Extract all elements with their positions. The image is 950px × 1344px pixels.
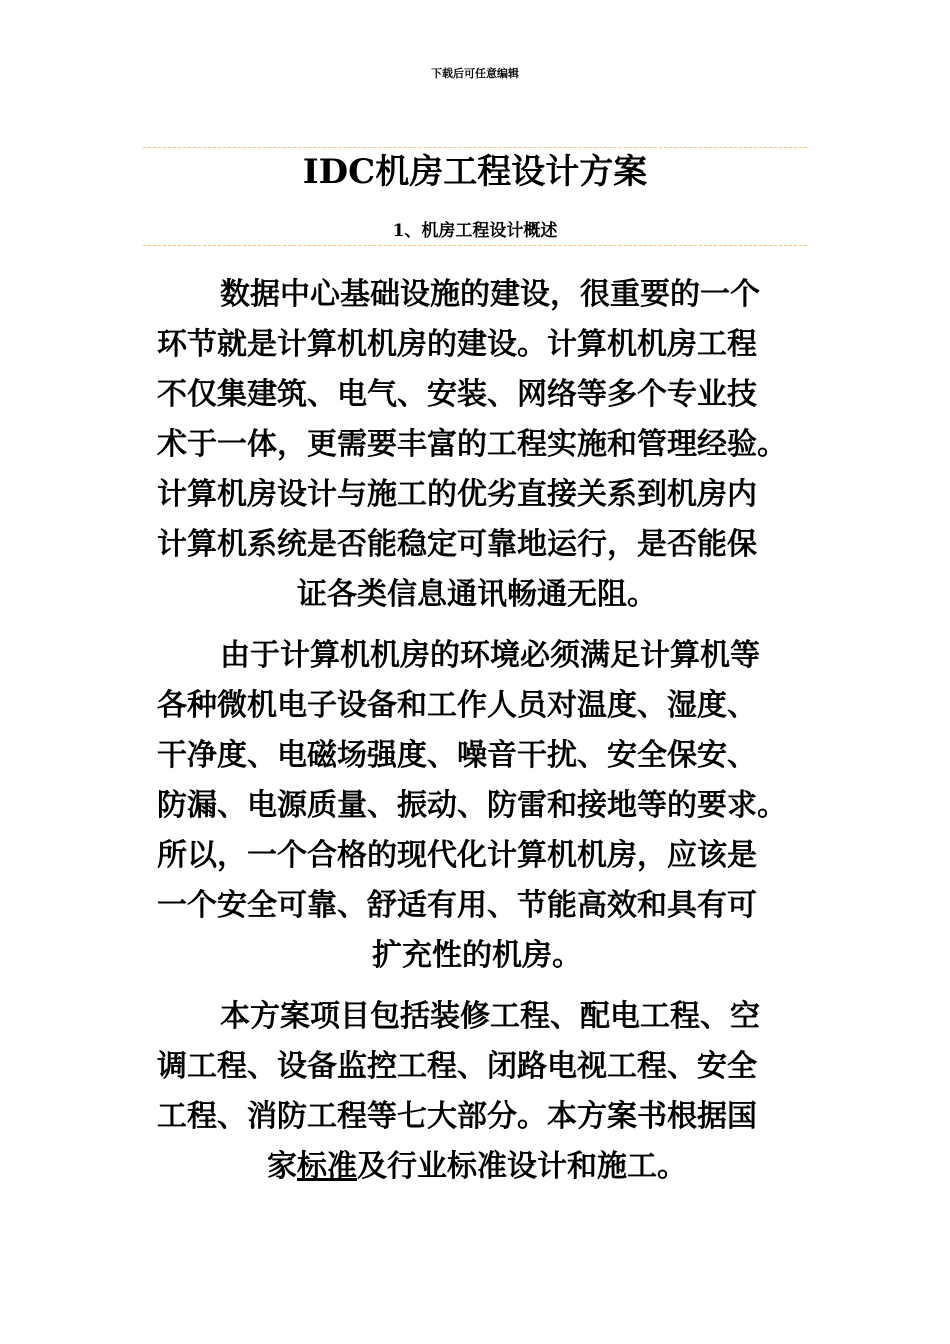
header-note: 下载后可任意编辑 (431, 67, 519, 80)
paragraph-line: 术于一体，更需要丰富的工程实施和管理经验。 (157, 427, 787, 462)
paragraph-line: 不仅集建筑、电气、安装、网络等多个专业技 (157, 377, 757, 412)
document-title: IDC机房工程设计方案 (302, 152, 648, 192)
paragraph-line: 防漏、电源质量、振动、防雷和接地等的要求。 (157, 788, 787, 823)
paragraph-line: 扩充性的机房。 (372, 938, 582, 973)
paragraph-line: 一个安全可靠、舒适有用、节能高效和具有可 (157, 888, 757, 923)
paragraph-line: 数据中心基础设施的建设，很重要的一个 (220, 277, 760, 312)
section-heading: 1、机房工程设计概述 (392, 221, 558, 241)
underlined-link-text[interactable]: 标准 (297, 1149, 357, 1184)
paragraph-line: 工程、消防工程等七大部分。本方案书根据国 (157, 1099, 757, 1134)
paragraph-3 (157, 992, 797, 1192)
paragraph-line: 各种微机电子设备和工作人员对温度、湿度、 (157, 688, 757, 723)
paragraph-last-line (157, 1142, 797, 1192)
paragraph-line: 干净度、电磁场强度、噪音干扰、安全保安、 (157, 738, 757, 773)
dashed-divider-bottom (143, 245, 807, 246)
text-segment: 家 (267, 1149, 297, 1184)
paragraph-line: 证各类信息通讯畅通无阻。 (297, 577, 657, 612)
text-segment: 及行业标准设计和施工。 (357, 1149, 687, 1184)
paragraph-line: 本方案项目包括装修工程、配电工程、空 (220, 999, 760, 1034)
paragraph-1 (157, 270, 797, 620)
paragraph-line: 计算机系统是否能稳定可靠地运行，是否能保 (157, 527, 757, 562)
paragraph-line: 所以，一个合格的现代化计算机机房，应该是 (157, 838, 757, 873)
paragraph-2 (157, 631, 797, 981)
paragraph-line: 计算机房设计与施工的优劣直接关系到机房内 (157, 477, 757, 512)
paragraph-line: 调工程、设备监控工程、闭路电视工程、安全 (157, 1049, 757, 1084)
dashed-divider-top (143, 147, 807, 148)
paragraph-line: 环节就是计算机机房的建设。计算机机房工程 (157, 327, 757, 362)
paragraph-line: 由于计算机机房的环境必须满足计算机等 (220, 638, 760, 673)
